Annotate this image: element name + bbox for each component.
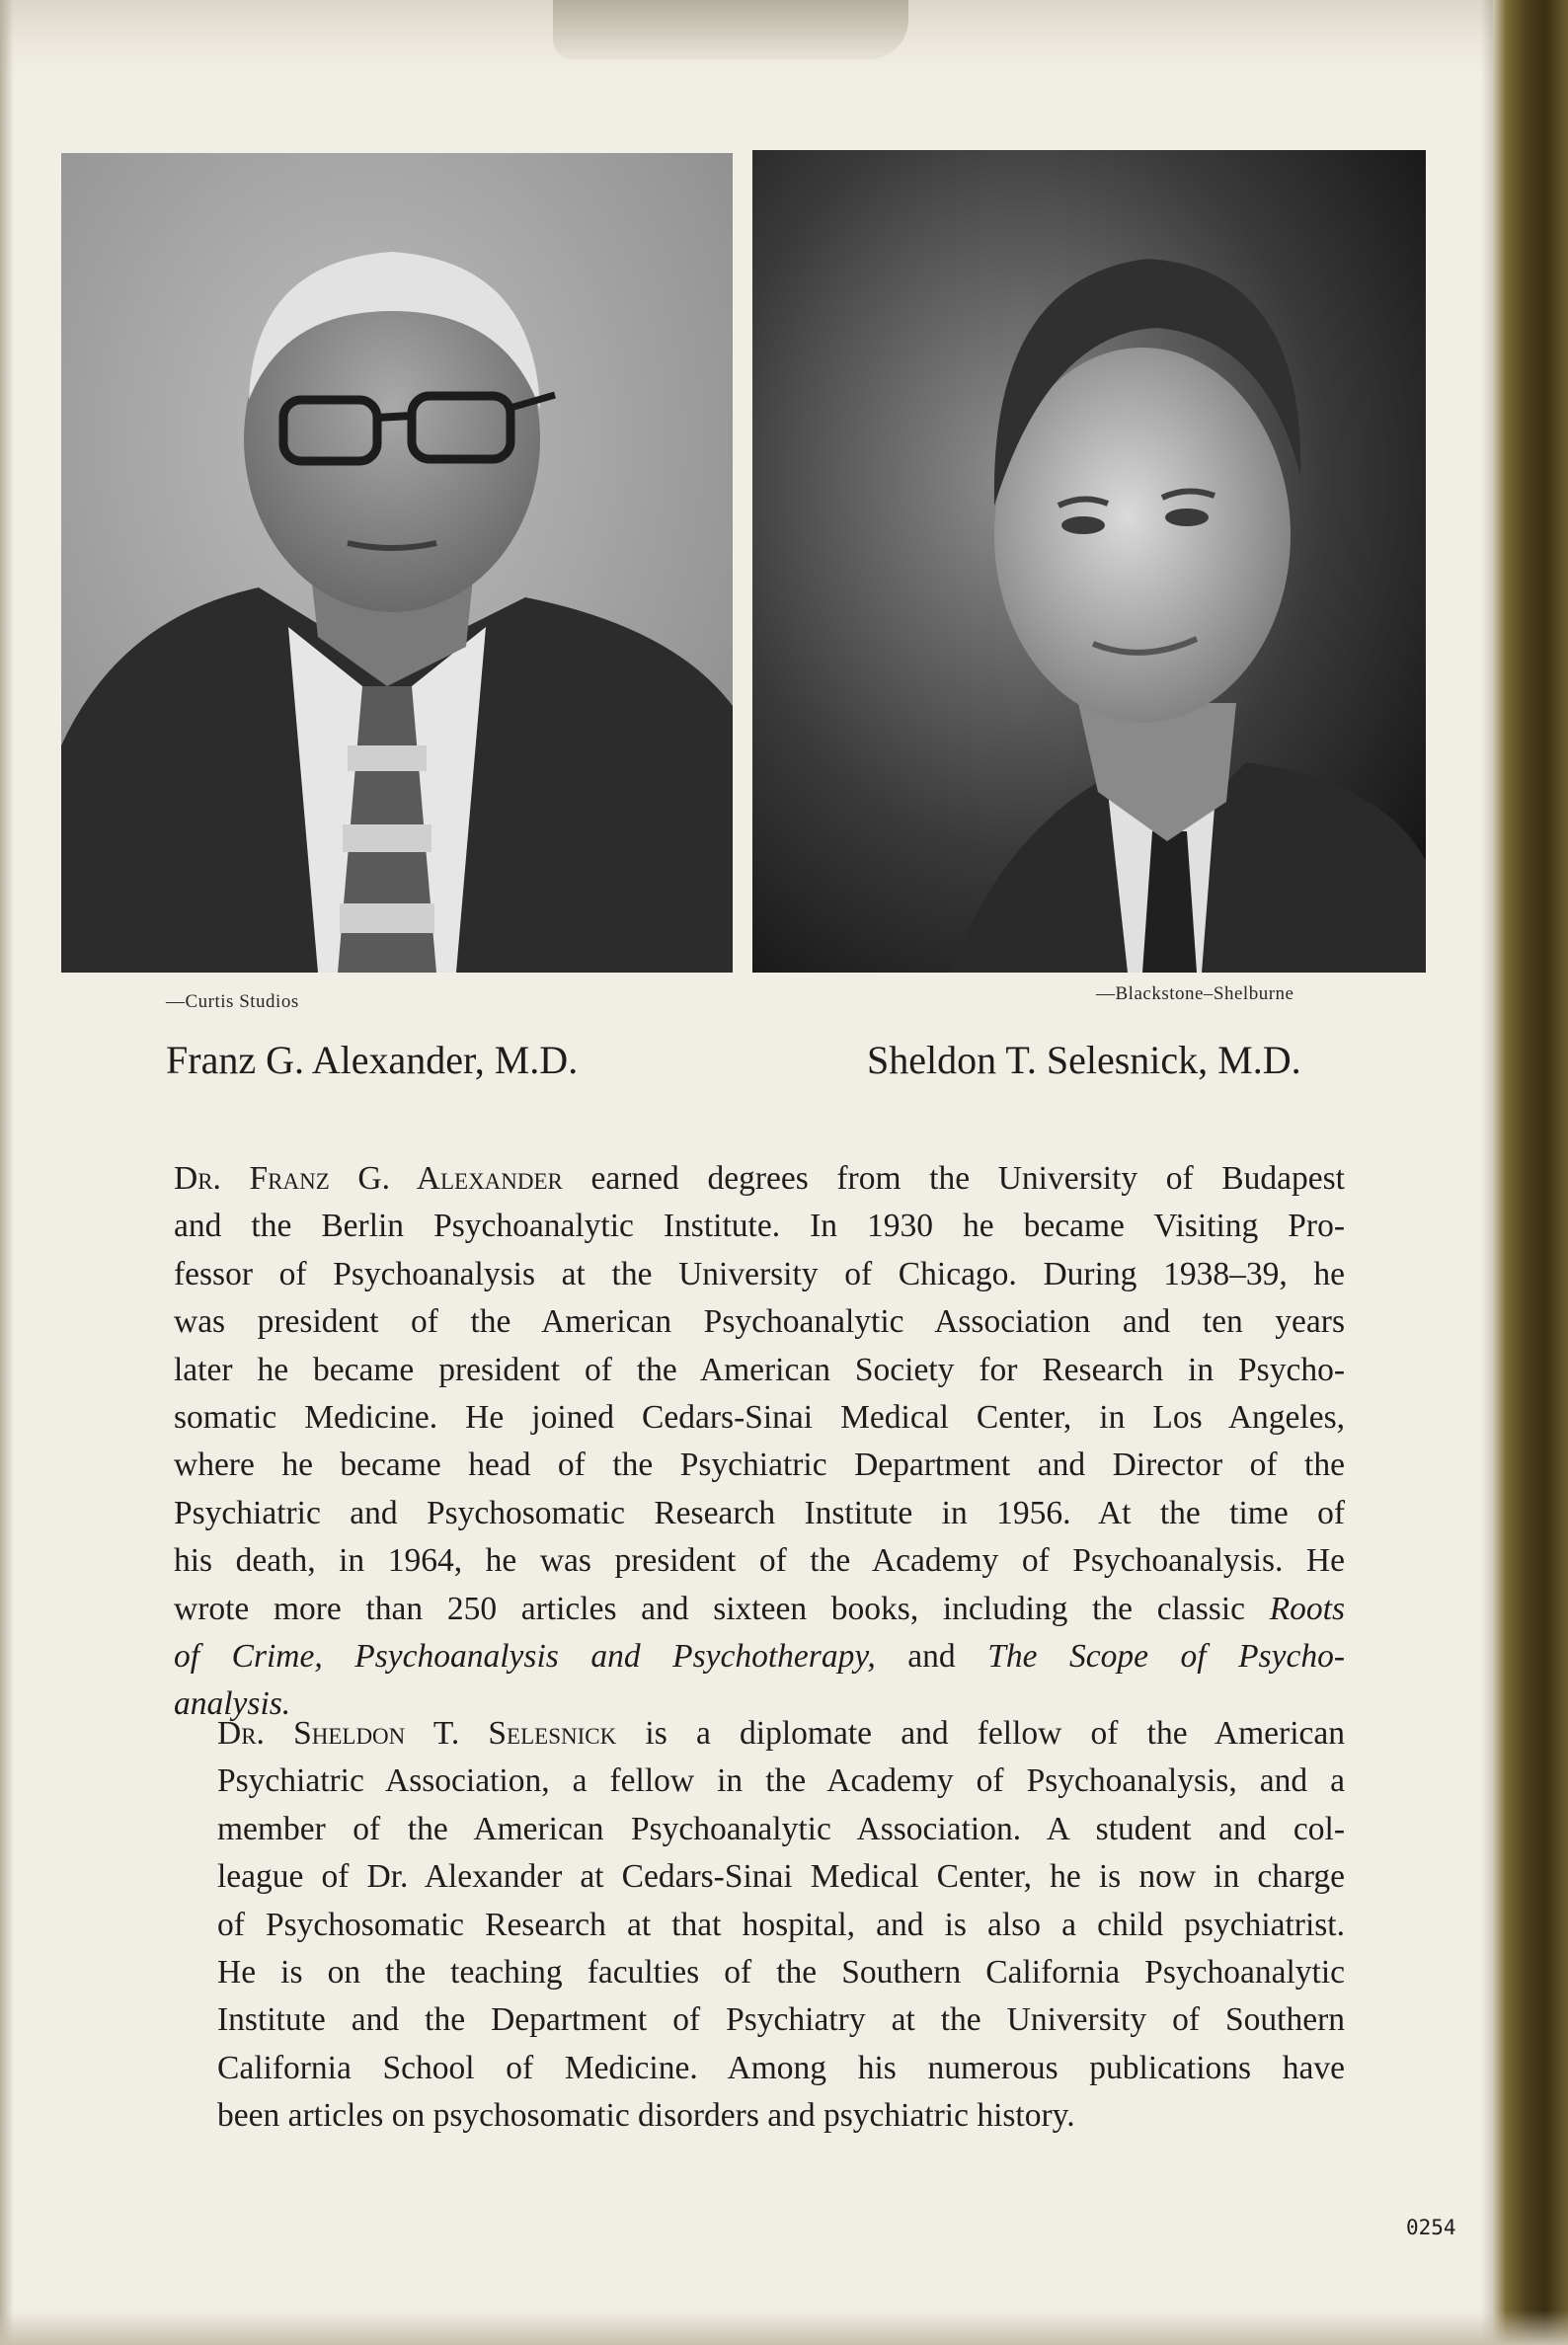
- bio1-line: his death, in 1964, he was president of the Academy of Psychoanalysis. He: [174, 1542, 1345, 1580]
- bio2-line: of Psychosomatic Research at that hospital, and is also a child psychiatrist.: [217, 1906, 1345, 1943]
- book-spine: [1493, 0, 1568, 2345]
- bio1-line: somatic Medicine. He joined Cedars-Sinai Medical Center, in Los Angeles,: [174, 1399, 1345, 1437]
- bio1-line: where he became head of the Psychiatric Department and Director of the: [174, 1446, 1345, 1484]
- book-title-roots: Roots: [1269, 1590, 1345, 1627]
- bio1-line: was president of the American Psychoanalytic Association and ten years: [174, 1303, 1345, 1341]
- portrait-selesnick-illustration: [752, 150, 1426, 973]
- biography-alexander: [174, 1155, 1345, 1729]
- bio2-line: member of the American Psychoanalytic Association. A student and col-: [217, 1810, 1345, 1847]
- bio2-line: California School of Medicine. Among his numerous publications have: [217, 2049, 1345, 2086]
- bio1-line10-text: wrote more than 250 articles and sixteen books, including the classic: [174, 1590, 1270, 1627]
- bio1-line: later he became president of the American Society for Research in Psycho-: [174, 1351, 1345, 1388]
- bio2-line: [174, 1710, 1345, 1758]
- bio1-line: fessor of Psychoanalysis at the University of Chicago. During 1938–39, he: [174, 1255, 1345, 1292]
- torn-edge: [553, 0, 908, 59]
- portrait-photo-alexander: [61, 153, 733, 973]
- catalog-code: 0254: [1406, 2216, 1456, 2239]
- bio2-line: Psychiatric Association, a fellow in the Academy of Psychoanalysis, and a: [217, 1762, 1345, 1800]
- bio1-line11-and: and: [875, 1638, 988, 1676]
- book-title-crime-psychotherapy: of Crime, Psychoanalysis and Psychotherapy,: [174, 1638, 876, 1676]
- portrait-photo-selesnick: [752, 150, 1426, 973]
- bio1-line: [174, 1586, 1345, 1633]
- bio1-line: Psychiatric and Psychosomatic Research Institute in 1956. At the time of: [174, 1494, 1345, 1531]
- bio1-author-smallcaps: Dr. Franz G. Alexander: [174, 1160, 563, 1197]
- book-title-scope: The Scope of Psycho-: [987, 1638, 1345, 1676]
- bio1-line: and the Berlin Psychoanalytic Institute. In 1930 he became Visiting Pro-: [174, 1208, 1345, 1245]
- author-name-alexander: Franz G. Alexander, M.D.: [166, 1038, 579, 1082]
- photo-credit-right: —Blackstone–Shelburne: [1096, 983, 1294, 1004]
- bio1-line1-text: earned degrees from the University of Budapest: [562, 1160, 1345, 1197]
- bio2-line: He is on the teaching faculties of the Southern California Psychoanalytic: [217, 1954, 1345, 1992]
- bio2-line: been articles on psychosomatic disorders and psychiatric history.: [217, 2097, 1075, 2135]
- bio2-line: league of Dr. Alexander at Cedars-Sinai Medical Center, he is now in charge: [217, 1858, 1345, 1896]
- book-title-scope-end: analysis.: [174, 1685, 291, 1723]
- author-name-selesnick: Sheldon T. Selesnick, M.D.: [867, 1038, 1301, 1082]
- bottom-edge-wear: [0, 2310, 1568, 2345]
- biography-selesnick: [174, 1710, 1345, 2141]
- bio1-line: [174, 1633, 1345, 1681]
- photo-credit-left: —Curtis Studios: [166, 991, 299, 1012]
- left-edge-shadow: [0, 0, 14, 2345]
- bio2-author-smallcaps: Dr. Sheldon T. Selesnick: [217, 1715, 617, 1752]
- bio2-line: Institute and the Department of Psychiatry at the University of Southern: [217, 2001, 1345, 2039]
- portrait-alexander-illustration: [61, 153, 733, 973]
- bio1-line: [174, 1155, 1345, 1203]
- bio2-line1-text: is a diplomate and fellow of the American: [616, 1715, 1345, 1752]
